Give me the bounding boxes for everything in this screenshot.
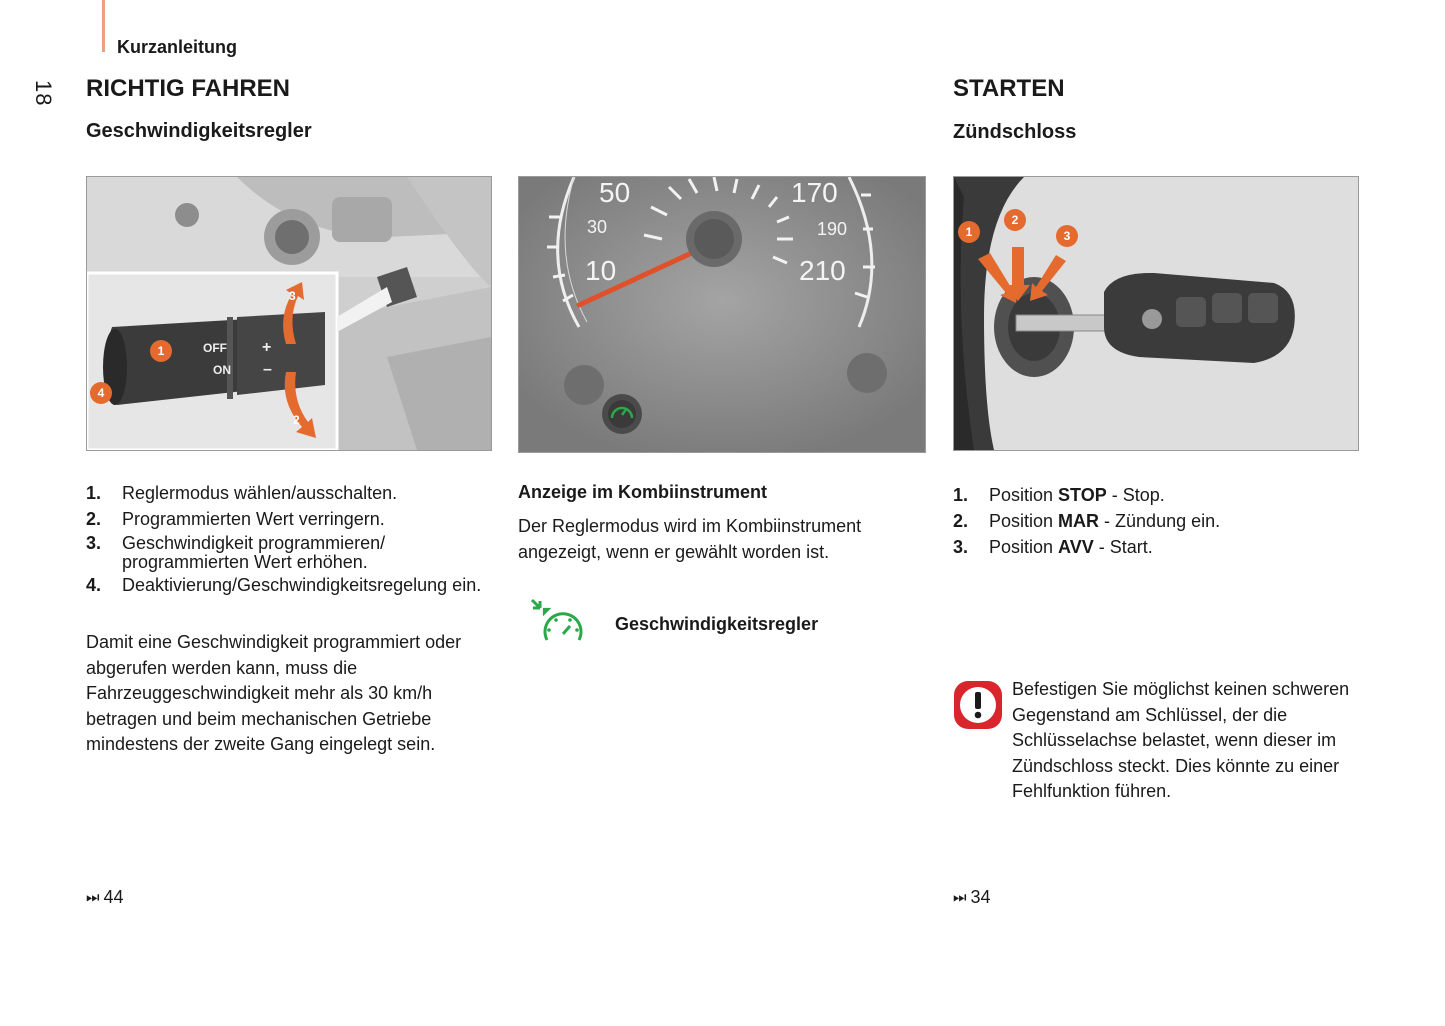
- list-item: 3. Geschwindigkeit programmieren/ programmierten Wert erhöhen.: [86, 533, 386, 572]
- callout-3: 3: [289, 289, 296, 303]
- right-page-ref[interactable]: ⏭ 34: [953, 887, 991, 907]
- gauge-label-170: 170: [791, 177, 838, 208]
- lever-on-label: ON: [213, 363, 231, 377]
- lever-off-label: OFF: [203, 341, 227, 355]
- orange-arrows-icon: [272, 282, 332, 442]
- warning-text: Befestigen Sie möglichst keinen schweren Gegenstand am Schlüssel, der die Schlüsselachse belastet, wenn dieser im Zündschloss steckt. Dies könnte zu einer Fehlfunktion führen.: [1012, 679, 1350, 801]
- callout-3: 3: [1056, 225, 1078, 247]
- cruise-control-lever-figure: [86, 176, 492, 451]
- callout-1: 1: [958, 221, 980, 243]
- gauge-label-30: 30: [587, 217, 608, 237]
- left-title: RICHTIG FAHREN: [86, 75, 290, 102]
- warning-icon: [953, 680, 1003, 735]
- callout-2: 2: [1004, 209, 1026, 231]
- gauge-label-50: 50: [599, 177, 631, 208]
- section-label: Kurzanleitung: [117, 37, 237, 57]
- instrument-cluster-figure: [518, 176, 926, 453]
- callout-4: 4: [90, 382, 112, 404]
- left-page-ref[interactable]: ⏭ 44: [86, 887, 124, 907]
- right-title: STARTEN: [953, 75, 1065, 102]
- page-number: 18: [31, 80, 56, 107]
- list-item: 1. Reglermodus wählen/ausschalten.: [86, 483, 398, 503]
- middle-heading: Anzeige im Kombiinstrument: [518, 482, 768, 502]
- callout-1: 1: [150, 340, 172, 362]
- gauge-label-10: 10: [585, 255, 617, 286]
- indicator-label: Geschwindigkeitsregler: [615, 614, 819, 634]
- callout-2: 2: [293, 413, 300, 427]
- list-item: 2. Position MAR - Zündung ein.: [953, 511, 1221, 531]
- list-item: 2. Programmierten Wert verringern.: [86, 509, 385, 529]
- lever-plus-label: +: [262, 339, 272, 356]
- cruise-control-indicator-icon: [530, 596, 590, 653]
- ignition-switch-figure: [953, 176, 1359, 451]
- list-item: 1. Position STOP - Stop.: [953, 485, 1165, 505]
- left-steps-list: [86, 482, 486, 599]
- left-paragraph: Damit eine Geschwindigkeit programmiert oder abgerufen werden kann, muss die Fahrzeuggeschwindigkeit mehr als 30 km/h betragen und beim mechanischen Getriebe mindestens der zweite Gang eingelegt sein.: [86, 632, 462, 754]
- right-steps-list: [953, 484, 1353, 562]
- lever-minus-label: –: [263, 361, 272, 378]
- gauge-label-210: 210: [799, 255, 846, 286]
- left-subtitle: Geschwindigkeitsregler: [86, 120, 312, 142]
- next-page-icon: ⏭: [86, 889, 100, 906]
- list-item: 3. Position AVV - Start.: [953, 537, 1153, 557]
- list-item: 4. Deaktivierung/Geschwindigkeitsregelung ein.: [86, 575, 482, 595]
- section-bar: [102, 0, 105, 52]
- middle-paragraph: Der Reglermodus wird im Kombiinstrument angezeigt, wenn er gewählt worden ist.: [518, 516, 862, 562]
- next-page-icon: ⏭: [953, 889, 967, 906]
- right-subtitle: Zündschloss: [953, 121, 1077, 143]
- gauge-label-190: 190: [817, 219, 848, 239]
